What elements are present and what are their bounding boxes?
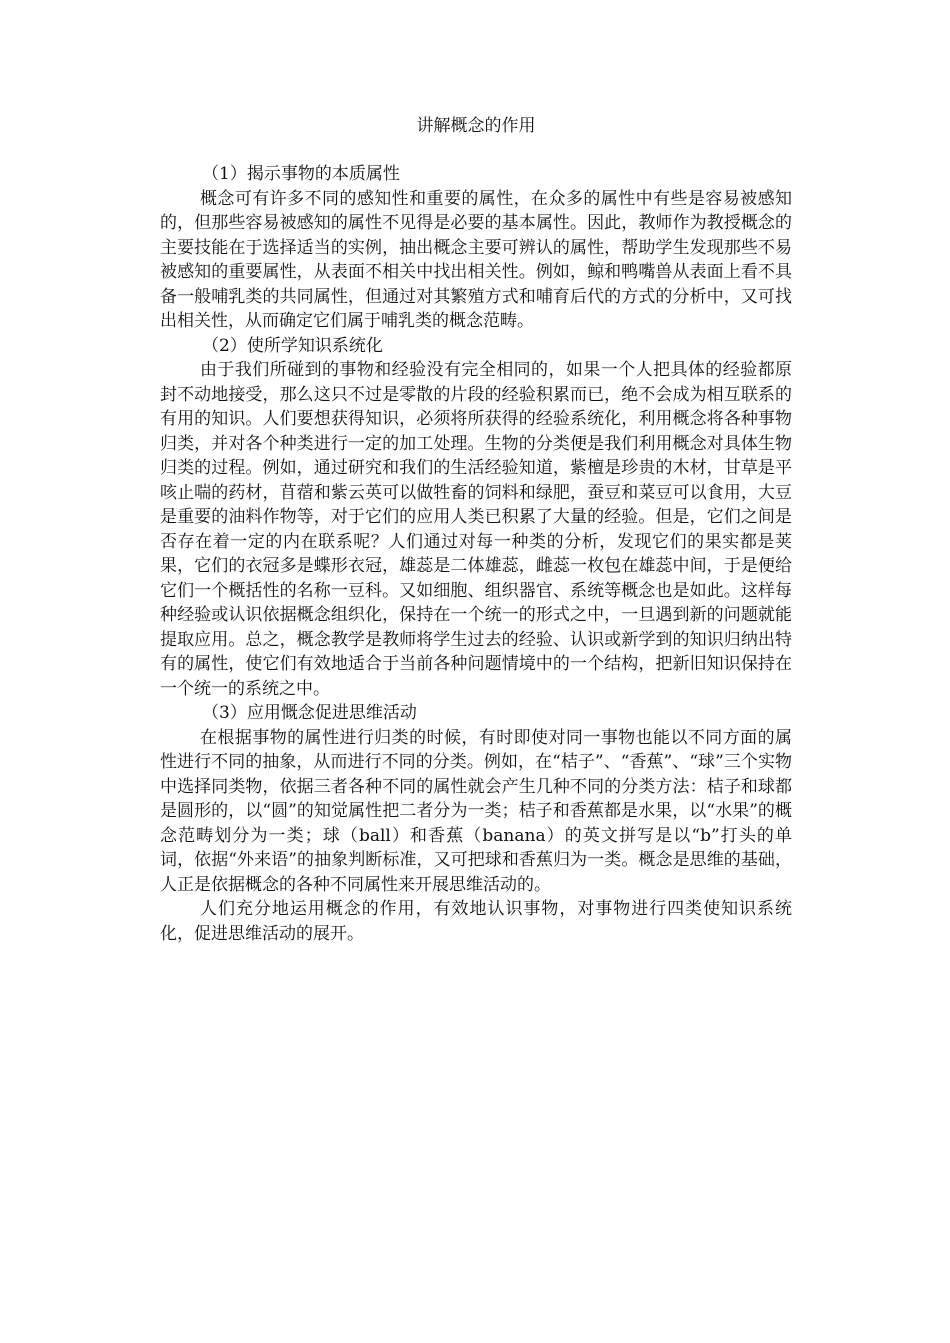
section-heading-2: （2）使所学知识系统化 (202, 335, 383, 356)
section-paragraph-1: 概念可有许多不同的感知性和重要的属性，在众多的属性中有些是容易被感知的，但那些容易被感知的属性不见得是必要的基本属性。因此，教师作为教授概念的主要技能在于选择适当的实例，抽出概念主要可辨认的属性，帮助学生发现那些不易被感知的重要属性，从表面不相关中找出相关性。例如，鲸和鸭嘴兽从表面上看不具备一般哺乳类的共同属性，但通过对其繁殖方式和哺育后代的方式的分析中，又可找出相关性，从而确定它们属于哺乳类的概念范畴。 (160, 188, 792, 331)
document-title: 讲解概念的作用 (416, 116, 536, 136)
section-paragraph-3: 在根据事物的属性进行归类的时候，有时即使对同一事物也能以不同方面的属性进行不同的抽象，从而进行不同的分类。例如，在“桔子”、“香蕉”、“球”三个实物中选择同类物，依据三者各种不同的属性就会产生几种不同的分类方法：桔子和球都是圆形的，以“圆”的知觉属性把二者分为一类；桔子和香蕉都是水果，以“水果”的概念范畴划分为一类；球（ball）和香蕉（banana）的英文拼写是以“b”打头的单词，依据“外来语”的抽象判断标准，又可把球和香蕉归为一类。概念是思维的基础，人正是依据概念的各种不同属性来开展思维活动的。 (160, 727, 792, 895)
section-heading-3: （3）应用慨念促进思维活动 (202, 703, 417, 723)
section-heading-1: （1）揭示事物的本质属性 (202, 164, 400, 184)
document-page (160, 112, 792, 946)
conclusion-paragraph: 人们充分地运用概念的作用，有效地认识事物，对事物进行四类使知识系统化，促进思维活动的展开。 (160, 899, 792, 944)
section-paragraph-2: 由于我们所碰到的事物和经验没有完全相同的，如果一个人把具体的经验都原封不动地接受，那么这只不过是零散的片段的经验积累而已，绝不会成为相互联系的有用的知识。人们要想获得知识，必须将所获得的经验系统化，利用概念将各种事物归类，并对各个种类进行一定的加工处理。生物的分类便是我们利用概念对具体生物归类的过程。例如，通过研究和我们的生活经验知道，紫檀是珍贵的木材，甘草是平咳止喘的药材，苜蓿和紫云英可以做牲畜的饲料和绿肥，蚕豆和菜豆可以食用，大豆是重要的油料作物等，对于它们的应用人类已积累了大量的经验。但是，它们之间是否存在着一定的内在联系呢？人们通过对每一种类的分析，发现它们的果实都是荚果，它们的衣冠多是蝶形衣冠，雄蕊是二体雄蕊，雌蕊一枚包在雄蕊中间，于是便给它们一个概括性的名称一豆科。又如细胞、组织器官、系统等概念也是如此。这样每种经验或认识依据概念组织化，保持在一个统一的形式之中，一旦遇到新的问题就能提取应用。总之，概念教学是教师将学生过去的经验、认识或新学到的知识归纳出特有的属性，使它们有效地适合于当前各种问题情境中的一个结构，把新旧知识保持在一个统一的系统之中。 (160, 360, 792, 699)
